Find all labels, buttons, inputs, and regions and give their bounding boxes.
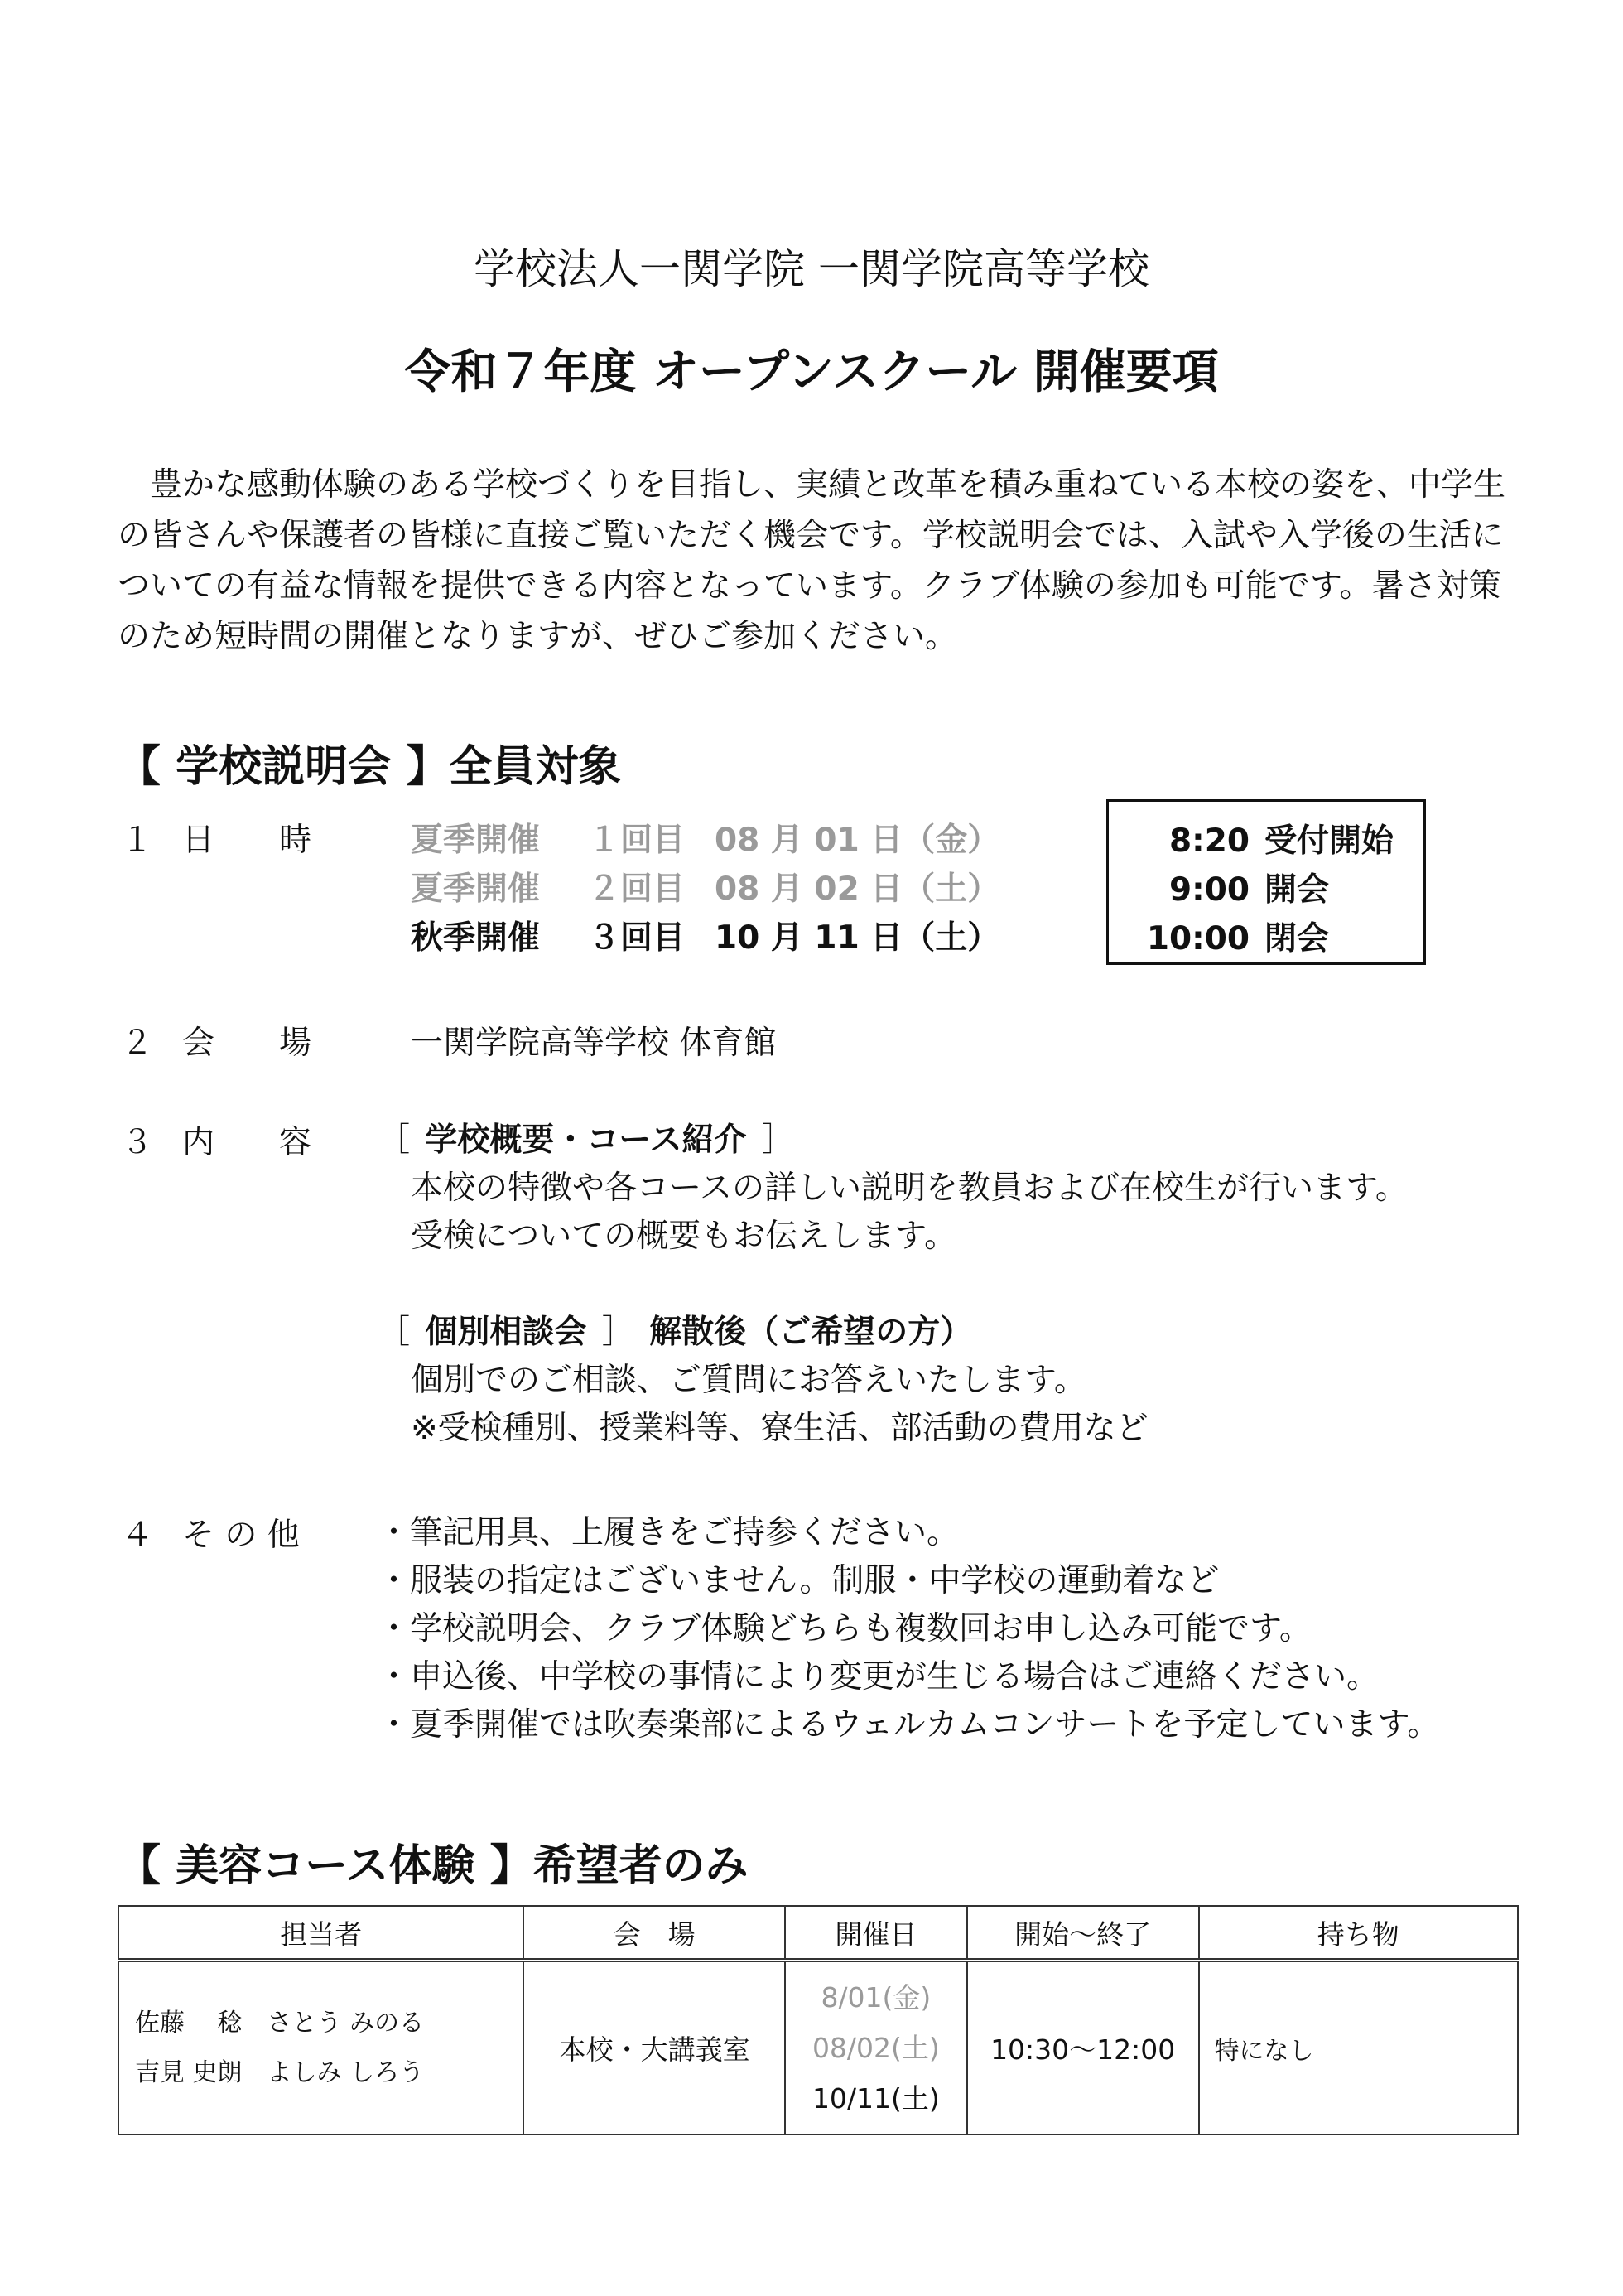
cell-items: 特になし	[1199, 1961, 1518, 2135]
page-title: 令和７年度 オープンスクール 開催要項	[404, 345, 1219, 399]
bracket-close: ］	[601, 1314, 634, 1351]
schedule-time: 9:00	[1168, 871, 1250, 909]
table-row	[118, 1961, 1518, 2135]
schedule-event: 受付開始	[1264, 822, 1394, 860]
session-season: 秋季開催	[411, 919, 541, 957]
venue-value: 一関学院高等学校 体育館	[411, 1025, 777, 1062]
event-date: 08/02(土)	[812, 2032, 940, 2064]
session-2	[411, 863, 999, 912]
item1-label: 日 時	[182, 822, 312, 859]
content-part2-note: 解散後（ご希望の方）	[649, 1314, 973, 1351]
content-part1-title: 学校概要・コース紹介	[425, 1121, 747, 1159]
event-date: 10/11(土)	[812, 2082, 940, 2115]
schedule-box	[1106, 799, 1426, 965]
content-part2-title: 個別相談会	[425, 1314, 587, 1351]
content-part1-line: 本校の特徴や各コースの詳しい説明を教員および在校生が行います。	[411, 1170, 1408, 1207]
session-season: 夏季開催	[411, 822, 541, 859]
cell-persons	[118, 1961, 523, 2135]
content-part2-line: ※受検種別、授業料等、寮生活、部活動の費用など	[411, 1410, 1149, 1447]
session-date: 08 月 02 日（土）	[715, 871, 1000, 908]
content-part1-heading	[378, 1117, 1408, 1165]
schedule-row	[1109, 817, 1423, 866]
content-part1-line: 受検についての概要もお伝えします。	[411, 1218, 957, 1255]
column-header: 開催日	[785, 1906, 967, 1961]
section-heading-beauty: 【 美容コース体験 】希望者のみ	[118, 1841, 749, 1891]
schedule-time: 10:00	[1146, 920, 1250, 957]
intro-text: 豊かな感動体験のある学校づくりを目指し、実績と改革を積み重ねている本校の姿を、中学生の皆さんや保護者の皆様に直接ご覧いただく機会です。学校説明会では、入試や入学後の生活についての有益な情報を提供できる内容となっています。クラブ体験の参加も可能です。暑さ対策のため短時間の開催となりますが、ぜひご参加ください。	[118, 466, 1506, 655]
note-item: ・夏季開催では吹奏楽部によるウェルカムコンサートを予定しています。	[378, 1706, 1440, 1744]
content-part2-heading	[378, 1309, 1149, 1357]
organization-name: 学校法人一関学院 一関学院高等学校	[474, 245, 1149, 293]
session-round: １回目	[588, 822, 686, 859]
cell-dates	[785, 1961, 967, 2135]
schedule-row	[1109, 866, 1423, 914]
note-item: ・筆記用具、上履きをご持参ください。	[378, 1514, 960, 1551]
item2-label: 会 場	[182, 1025, 312, 1062]
column-header: 持ち物	[1199, 1906, 1518, 1961]
item3-label: 内 容	[182, 1124, 312, 1161]
session-round: ３回目	[588, 919, 686, 957]
intro-paragraph	[118, 460, 1519, 662]
bracket-open: ［	[378, 1121, 411, 1159]
session-round: ２回目	[588, 871, 686, 908]
beauty-course-table	[118, 1905, 1519, 2135]
session-season: 夏季開催	[411, 871, 541, 908]
session-3	[411, 912, 999, 961]
schedule-event: 開会	[1264, 871, 1330, 909]
bracket-close: ］	[761, 1121, 794, 1159]
section-heading-briefing: 【 学校説明会 】全員対象	[118, 742, 622, 792]
item3-number: ３	[121, 1124, 154, 1161]
note-item: ・服装の指定はございません。制服・中学校の運動着など	[378, 1562, 1220, 1599]
cell-time: 10:30～12:00	[967, 1961, 1199, 2135]
table-header-row	[118, 1906, 1518, 1961]
note-item: ・学校説明会、クラブ体験どちらも複数回お申し込み可能です。	[378, 1610, 1312, 1647]
column-header: 会 場	[523, 1906, 785, 1961]
item4-number: ４	[121, 1517, 154, 1554]
item2-number: ２	[121, 1025, 154, 1062]
column-header: 担当者	[118, 1906, 523, 1961]
session-date: 10 月 11 日（土）	[715, 919, 1000, 957]
cell-venue: 本校・大講義室	[523, 1961, 785, 2135]
notes-list	[378, 1509, 1439, 1749]
schedule-event: 閉会	[1264, 920, 1330, 957]
item1-number: １	[121, 822, 154, 859]
person-name: 吉見 史朗 よしみ しろう	[135, 2057, 425, 2087]
content-part2-line: 個別でのご相談、ご質問にお答えいたします。	[411, 1362, 1086, 1399]
schedule-row	[1109, 914, 1423, 963]
content-part2	[378, 1309, 1149, 1453]
session-1	[411, 814, 999, 863]
item4-label: そ の 他	[182, 1517, 300, 1554]
schedule-time: 8:20	[1168, 822, 1250, 860]
bracket-open: ［	[378, 1314, 411, 1351]
event-date: 8/01(金)	[821, 1981, 932, 2014]
column-header: 開始～終了	[967, 1906, 1199, 1961]
session-date: 08 月 01 日（金）	[715, 822, 1000, 859]
content-part1	[378, 1117, 1408, 1261]
person-name: 佐藤 稔 さとう みのる	[135, 2008, 425, 2038]
note-item: ・申込後、中学校の事情により変更が生じる場合はご連絡ください。	[378, 1658, 1380, 1695]
session-list	[411, 814, 999, 961]
